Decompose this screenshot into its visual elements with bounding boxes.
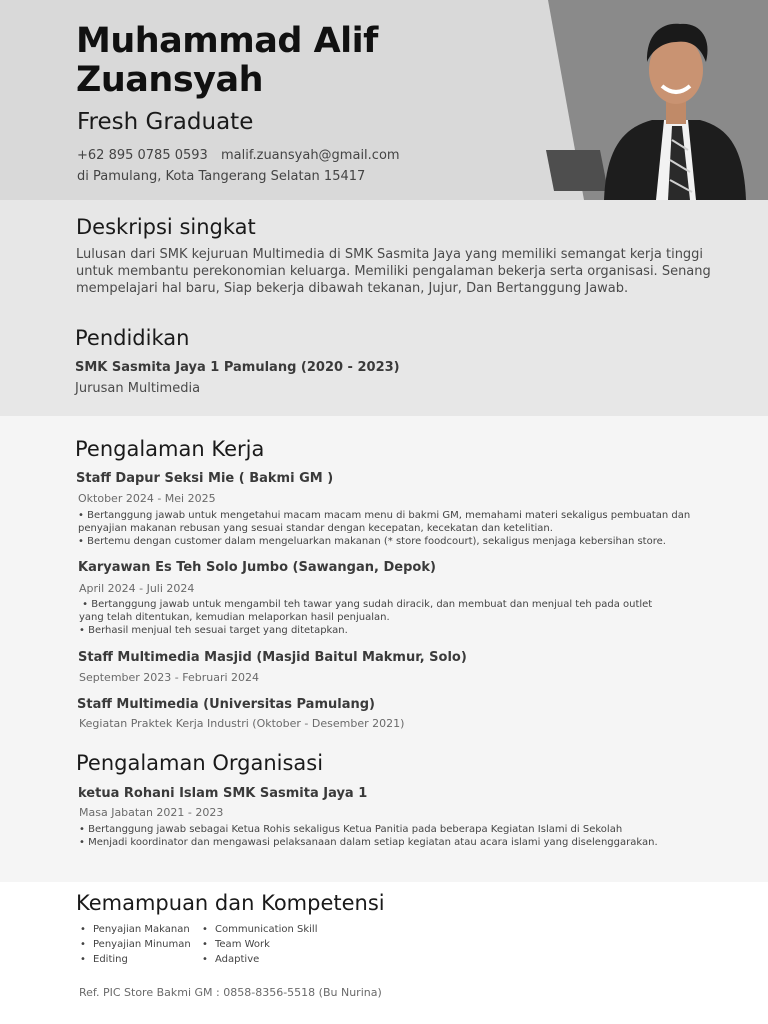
job-bullets <box>78 509 738 548</box>
skills-section <box>0 882 768 1024</box>
organization-title: Pengalaman Organisasi <box>76 751 324 775</box>
job-title: Staff Dapur Seksi Mie ( Bakmi GM ) <box>76 471 334 486</box>
job-date: April 2024 - Juli 2024 <box>79 582 195 595</box>
education-title: Pendidikan <box>75 326 190 350</box>
skill-item: • Adaptive <box>200 952 317 967</box>
experience-section <box>0 416 768 882</box>
phone-number: +62 895 0785 0593 <box>77 148 208 163</box>
job-bullet: penyajian makanan rebusan yang sesuai standar dengan kecepatan, kecekatan dan ketelitian. <box>78 523 553 534</box>
skill-item: • Communication Skill <box>200 922 317 937</box>
skill-item: • Editing <box>78 952 191 967</box>
name-line-2: Zuansyah <box>76 60 264 100</box>
education-school: SMK Sasmita Jaya 1 Pamulang (2020 - 2023) <box>75 360 400 375</box>
summary-line: untuk membantu perekonomian keluarga. Memiliki pengalaman bekerja serta organisasi. Senang <box>76 264 711 279</box>
job-bullet: • Berhasil menjual teh sesuai target yang ditetapkan. <box>79 625 348 636</box>
job-bullet: • Bertanggung jawab untuk mengambil teh tawar yang sudah diracik, dan membuat dan menjual teh pada outlet <box>79 599 653 610</box>
summary-section <box>0 200 768 416</box>
job-title: Staff Multimedia (Universitas Pamulang) <box>77 697 375 712</box>
summary-line: Lulusan dari SMK kejuruan Multimedia di SMK Sasmita Jaya yang memiliki semangat kerja tinggi <box>76 247 704 262</box>
job-bullet: • Bertemu dengan customer dalam mengeluarkan makanan (* store foodcourt), sekaligus menjaga kebersihan store. <box>78 536 666 547</box>
job-bullet: yang telah ditentukan, kemudian melaporkan hasil penjualan. <box>79 612 390 623</box>
job-title: Staff Multimedia Masjid (Masjid Baitul Makmur, Solo) <box>78 650 467 665</box>
skill-item: • Team Work <box>200 937 317 952</box>
organization-bullet: • Menjadi koordinator dan mengawasi pelaksanaan dalam setiap kegiatan atau acara islami yang diselenggarakan. <box>79 837 658 848</box>
reference-contact: Ref. PIC Store Bakmi GM : 0858-8356-5518 (Bu Nurina) <box>79 986 382 999</box>
job-date: Kegiatan Praktek Kerja Industri (Oktober - Desember 2021) <box>79 717 405 730</box>
skills-column-2 <box>200 922 317 967</box>
header-section <box>0 0 768 200</box>
summary-text <box>76 246 736 297</box>
skill-item: • Penyajian Minuman <box>78 937 191 952</box>
skill-item: • Penyajian Makanan <box>78 922 191 937</box>
experience-title: Pengalaman Kerja <box>75 437 265 461</box>
home-address: di Pamulang, Kota Tangerang Selatan 15417 <box>77 169 366 184</box>
name-line-1: Muhammad Alif <box>76 21 378 61</box>
full-name <box>76 22 378 100</box>
job-role: Fresh Graduate <box>77 109 254 135</box>
summary-line: mempelajari hal baru, Siap bekerja dibawah tekanan, Jujur, Dan Bertanggung Jawab. <box>76 281 629 296</box>
job-date: Oktober 2024 - Mei 2025 <box>78 492 216 505</box>
email-address: malif.zuansyah@gmail.com <box>221 148 400 163</box>
education-major: Jurusan Multimedia <box>75 381 201 396</box>
job-date: September 2023 - Februari 2024 <box>79 671 260 684</box>
job-bullet: • Bertanggung jawab untuk mengetahui macam macam menu di bakmi GM, memahami materi sekaligus pembuatan dan <box>78 510 691 521</box>
organization-bullet: • Bertanggung jawab sebagai Ketua Rohis sekaligus Ketua Panitia pada beberapa Kegiatan Islami di Sekolah <box>79 824 623 835</box>
organization-bullets <box>79 823 739 849</box>
skills-column-1 <box>78 922 191 967</box>
job-title: Karyawan Es Teh Solo Jumbo (Sawangan, Depok) <box>78 560 436 575</box>
organization-date: Masa Jabatan 2021 - 2023 <box>79 806 224 819</box>
skills-title: Kemampuan dan Kompetensi <box>76 891 385 915</box>
organization-role: ketua Rohani Islam SMK Sasmita Jaya 1 <box>78 786 368 801</box>
job-bullets <box>79 598 739 637</box>
summary-title: Deskripsi singkat <box>76 215 256 239</box>
